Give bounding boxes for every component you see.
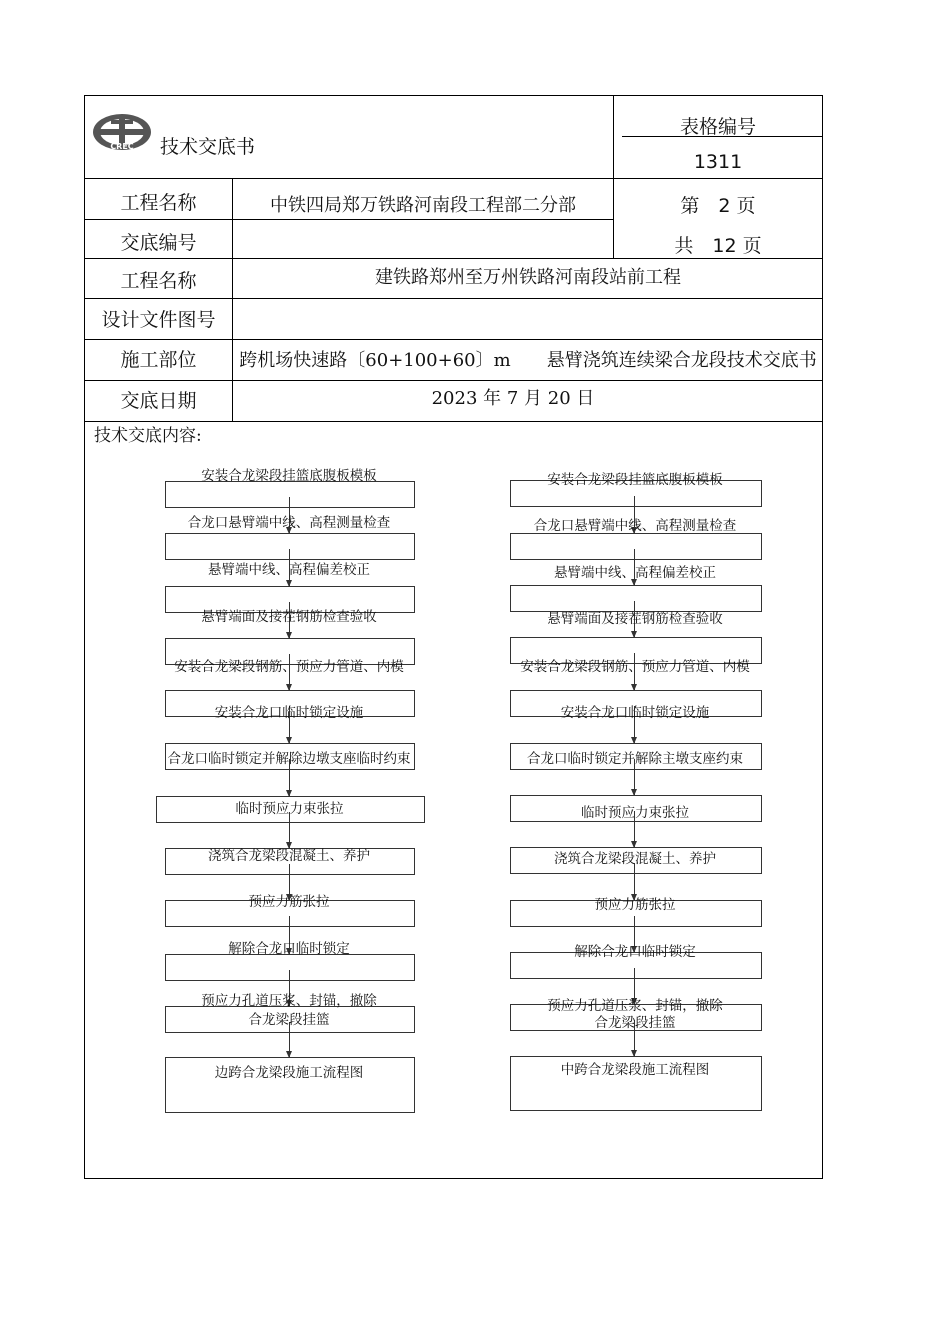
flow-right-step-8: 临时预应力束张拉 bbox=[581, 805, 689, 821]
form-number: 1311 bbox=[693, 151, 743, 173]
flow-right-box-3 bbox=[510, 585, 762, 612]
document-title: 技术交底书 bbox=[160, 136, 256, 158]
company-logo bbox=[91, 112, 153, 152]
flow-right-step-12: 预应力孔道压浆、封锚，撤除 bbox=[547, 998, 723, 1014]
flow-left-step-9: 浇筑合龙梁段混凝土、养护 bbox=[208, 848, 370, 864]
project-name-label-2: 工程名称 bbox=[120, 270, 197, 292]
disclosure-date-value: 2023 年 7 月 20 日 bbox=[431, 388, 595, 409]
flow-right-step-2: 合龙口悬臂端中线、高程测量检查 bbox=[533, 518, 737, 534]
row-line-1 bbox=[84, 178, 823, 179]
flow-right-step-11: 解除合龙口临时锁定 bbox=[574, 944, 696, 960]
flow-left-step-8: 临时预应力束张拉 bbox=[235, 801, 344, 817]
flow-right-step-1: 安装合龙梁段挂篮底腹板模板 bbox=[547, 472, 723, 488]
flow-left-step-5: 安装合龙梁段钢筋、预应力管道、内模 bbox=[174, 659, 404, 675]
flow-left-step-7: 合龙口临时锁定并解除边墩支座临时约束 bbox=[167, 751, 411, 767]
flow-left-step-12: 预应力孔道压浆、封锚，撤除 bbox=[201, 993, 377, 1009]
frame-top bbox=[84, 95, 823, 96]
flow-left-step-1: 安装合龙梁段挂篮底腹板模板 bbox=[201, 468, 377, 484]
flow-left-step-10: 预应力筋张拉 bbox=[248, 894, 330, 910]
row-line-2 bbox=[84, 219, 614, 220]
form-number-label: 表格编号 bbox=[679, 116, 756, 138]
flow-right-step-5: 安装合龙梁段钢筋、预应力管道、内模 bbox=[520, 659, 750, 675]
flow-right-step-3: 悬臂端中线、高程偏差校正 bbox=[554, 565, 716, 581]
flow-left-box-1 bbox=[165, 481, 415, 508]
flow-right-caption: 中跨合龙梁段施工流程图 bbox=[560, 1062, 710, 1078]
disclosure-date-label: 交底日期 bbox=[120, 390, 197, 412]
flow-left-step-4: 悬臂端面及接茬钢筋检查验收 bbox=[201, 609, 377, 625]
flow-left-step-6: 安装合龙口临时锁定设施 bbox=[214, 705, 364, 721]
flow-left-arrow bbox=[289, 812, 290, 848]
page-current: 第 2 页 bbox=[680, 195, 756, 217]
page-total: 共 12 页 bbox=[674, 235, 762, 257]
content-label: 技术交底内容: bbox=[94, 426, 202, 446]
flow-left-box-2 bbox=[165, 533, 415, 560]
row-line-3 bbox=[84, 258, 823, 259]
flow-left-step-13: 合龙梁段挂篮 bbox=[248, 1012, 330, 1028]
flow-left-step-11: 解除合龙口临时锁定 bbox=[228, 941, 350, 957]
flow-right-arrow bbox=[634, 863, 635, 900]
row-line-5 bbox=[84, 339, 823, 340]
frame-bottom bbox=[84, 1178, 823, 1179]
project-name-label: 工程名称 bbox=[120, 192, 197, 214]
flow-right-box-2 bbox=[510, 533, 762, 560]
construction-part-label: 施工部位 bbox=[120, 349, 197, 371]
flow-right-step-6: 安装合龙口临时锁定设施 bbox=[560, 705, 710, 721]
flow-right-step-13: 合龙梁段挂篮 bbox=[594, 1015, 676, 1031]
flow-left-step-3: 悬臂端中线、高程偏差校正 bbox=[208, 562, 370, 578]
construction-part-value: 跨机场快速路〔60+100+60〕m 悬臂浇筑连续梁合龙段技术交底书 bbox=[239, 350, 817, 371]
design-drawing-label: 设计文件图号 bbox=[101, 309, 216, 331]
flow-left-box-10 bbox=[165, 954, 415, 981]
flow-right-step-7: 合龙口临时锁定并解除主墩支座约束 bbox=[527, 751, 743, 767]
project-name-value-2: 建铁路郑州至万州铁路河南段站前工程 bbox=[375, 267, 681, 288]
row-line-4 bbox=[84, 298, 823, 299]
flow-right-step-4: 悬臂端面及接茬钢筋检查验收 bbox=[547, 611, 723, 627]
disclosure-number-label: 交底编号 bbox=[120, 232, 197, 254]
project-name-value: 中铁四局郑万铁路河南段工程部二分部 bbox=[270, 195, 576, 216]
flow-right-step-10: 预应力筋张拉 bbox=[594, 897, 676, 913]
svg-text:CREC: CREC bbox=[110, 142, 134, 151]
flow-left-step-2: 合龙口悬臂端中线、高程测量检查 bbox=[187, 515, 391, 531]
flow-left-caption: 边跨合龙梁段施工流程图 bbox=[214, 1065, 364, 1081]
row-line-6 bbox=[84, 380, 823, 381]
flow-right-step-9: 浇筑合龙梁段混凝土、养护 bbox=[554, 851, 716, 867]
